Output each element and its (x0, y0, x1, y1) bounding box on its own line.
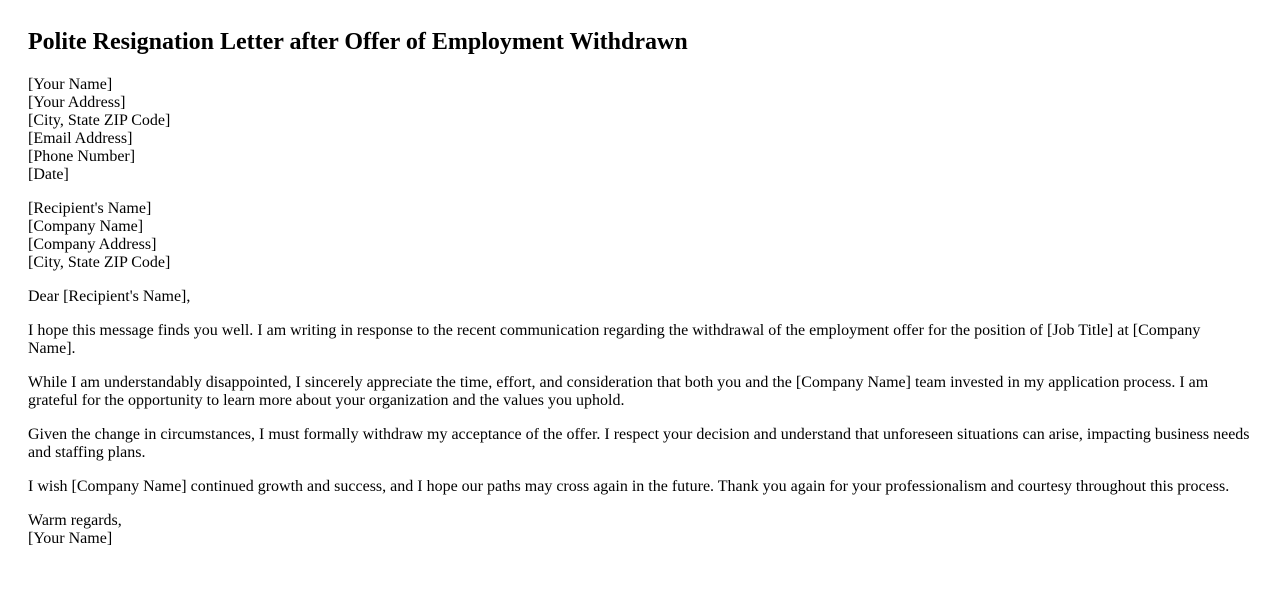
page-title: Polite Resignation Letter after Offer of Employment Withdrawn (28, 29, 688, 55)
body-paragraph: While I am understandably disappointed, I sincerely appreciate the time, effort, and consideration that both you and the [Company Name] team invested in my application process. I am grateful for the opportunity to learn more about your organization and the values you uphold. (28, 374, 1209, 409)
closing-phrase: Warm regards, (28, 512, 122, 529)
sender-city-state-zip: [City, State ZIP Code] (28, 112, 171, 129)
recipient-company-name: [Company Name] (28, 218, 144, 235)
body-paragraph: Given the change in circumstances, I must formally withdraw my acceptance of the offer. I respect your decision and understand that unforeseen situations can arise, impacting business needs and staffing plans. (28, 426, 1250, 461)
sender-name: [Your Name] (28, 76, 113, 93)
body-paragraph: I hope this message finds you well. I am writing in response to the recent communication regarding the withdrawal of the employment offer for the position of [Job Title] at [Company Name]. (28, 322, 1201, 357)
sender-phone: [Phone Number] (28, 148, 136, 165)
sender-address: [Your Address] (28, 94, 126, 111)
letter-date: [Date] (28, 166, 69, 183)
salutation: Dear [Recipient's Name], (28, 288, 191, 305)
body-paragraph: I wish [Company Name] continued growth and success, and I hope our paths may cross again in the future. Thank you again for your professionalism and courtesy throughout this process. (28, 478, 1230, 495)
sender-address-block (28, 76, 1250, 184)
recipient-city-state-zip: [City, State ZIP Code] (28, 254, 171, 271)
signature-name: [Your Name] (28, 530, 113, 547)
recipient-name: [Recipient's Name] (28, 200, 152, 217)
sender-email: [Email Address] (28, 130, 133, 147)
closing-block (28, 512, 1250, 548)
recipient-company-address: [Company Address] (28, 236, 157, 253)
recipient-address-block (28, 200, 1250, 272)
